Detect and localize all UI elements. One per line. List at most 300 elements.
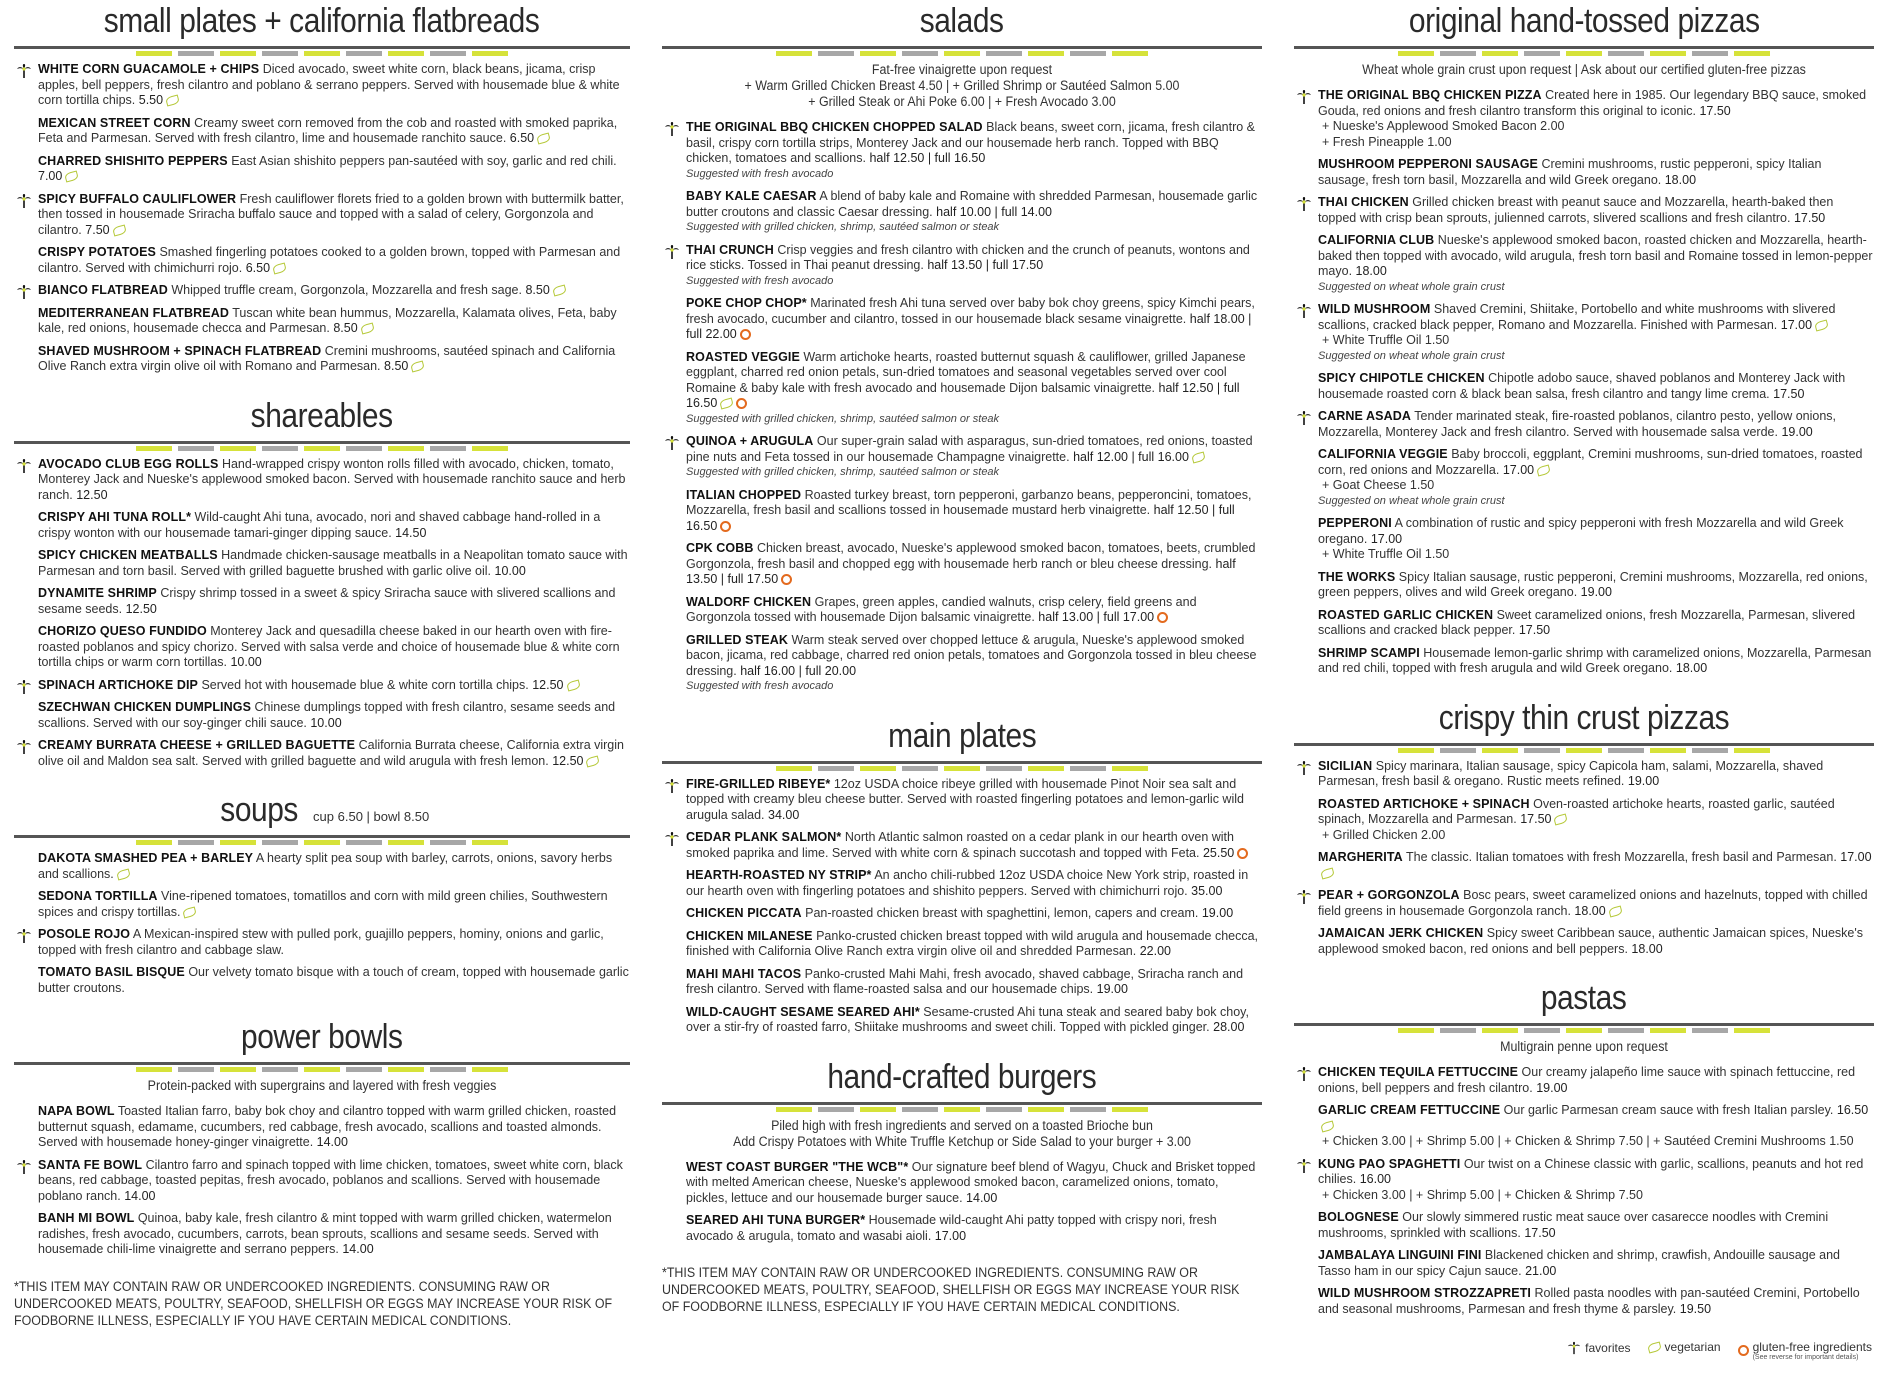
menu-item-name: SHRIMP SCAMPI <box>1318 645 1420 660</box>
menu-item-description: Created here in 1985. Our legendary BBQ sauce, smoked Gouda, red onions and fresh cilantro transform this original to iconic. <box>1318 88 1867 118</box>
menu-item-name: WEST COAST BURGER "THE WCB"* <box>686 1159 909 1174</box>
leaf-icon <box>1814 319 1829 331</box>
leaf-icon <box>566 679 581 691</box>
menu-item-price: 22.00 <box>1139 944 1171 958</box>
leaf-icon <box>64 171 79 183</box>
menu-item-description: Housemade wild-caught Ahi patty topped with crispy nori, fresh avocado & arugula, tomato and wasabi aioli. <box>686 1213 1217 1243</box>
menu-item <box>1294 88 1874 150</box>
legend-vegetarian-label: vegetarian <box>1664 1340 1721 1354</box>
divider-dash <box>1524 51 1560 56</box>
menu-item-suggestion: Suggested with grilled chicken, shrimp, sautéed salmon or steak <box>686 221 1000 233</box>
menu-item-description: Chicken breast, avocado, Nueske's applewood smoked bacon, tomatoes, beets, crumbled Gorgonzola, fresh basil and chopped egg with housemade herb ranch or bleu cheese dressing. <box>686 541 1256 571</box>
section-intro-line: Add Crispy Potatoes with White Truffle Ketchup or Side Salad to your burger + 3.00 <box>733 1133 1191 1149</box>
menu-item <box>1294 1210 1874 1241</box>
legend-gluten-free-sub: (See reverse for important details) <box>1752 1354 1859 1361</box>
menu-item <box>1294 850 1874 881</box>
menu-item <box>14 700 630 731</box>
menu-item-price: half 12.50 | full 16.50 <box>686 380 1240 410</box>
menu-item-description: Black beans, sweet corn, jicama, fresh cilantro & basil, crispy corn tortilla strips, Monterey Jack and our housemade herb ranch. Topped with BBQ chicken, tomatoes and scallions. <box>686 120 1255 165</box>
menu-item-addon: + Fresh Pineapple 1.00 <box>1322 134 1452 149</box>
menu-item-name: SPICY BUFFALO CAULIFLOWER <box>38 191 237 206</box>
menu-item-description: A Mexican-inspired stew with pulled pork, guajillo peppers, hominy, onions and garlic, topped with fresh cilantro and cabbage slaw. <box>38 927 604 957</box>
menu-item-description: Marinated fresh Ahi tuna served over baby bok choy greens, spicy Kimchi pears, fresh avocado, cucumber and cilantro, tossed in our housemade black sesame vinaigrette. <box>686 296 1255 326</box>
menu-item-price: 18.00 <box>1355 264 1387 278</box>
menu-item-name: PEPPERONI <box>1318 516 1392 530</box>
menu-item-price: 16.50 <box>1836 1103 1869 1117</box>
legend-favorites <box>1567 1340 1630 1356</box>
section-divider <box>14 441 630 444</box>
menu-item-addon: + Nueske's Applewood Smoked Bacon 2.00 <box>1322 119 1565 133</box>
menu-item-description: Rolled pasta noodles with pan-sautéed Cremini, Portobello and seasonal mushrooms, Parmesan and fresh thyme & parsley. <box>1318 1286 1860 1316</box>
section-header <box>14 789 630 831</box>
palm-tree-icon <box>1296 760 1312 776</box>
divider-dash <box>944 1107 980 1112</box>
menu-item <box>1294 157 1874 188</box>
menu-item <box>1294 888 1874 919</box>
section-power-bowls <box>14 1016 630 1258</box>
menu-item-description: Our garlic Parmesan cream sauce with fresh Italian parsley. <box>1503 1103 1834 1117</box>
menu-item-description: Warm steak served over chopped lettuce & arugula, Nueske's applewood smoked bacon, jicama, red cabbage, charred red onion petals, tomatoes and Gorgonzola tossed in bleu cheese dressing. <box>686 632 1257 678</box>
menu-item <box>14 245 630 276</box>
menu-item-price: 10.00 <box>230 655 262 669</box>
menu-item-name: CHICKEN TEQUILA FETTUCCINE <box>1318 1065 1519 1079</box>
palm-tree-icon <box>16 284 32 300</box>
menu-item-description: East Asian shishito peppers pan-sautéed with soy, garlic and red chili. <box>231 153 617 168</box>
divider-dash <box>1524 748 1560 753</box>
divider-dash <box>1608 51 1644 56</box>
menu-item <box>662 830 1262 861</box>
divider-dash <box>430 1067 466 1072</box>
divider-dash <box>1608 1028 1644 1033</box>
menu-item-price: 25.50 <box>1202 845 1235 860</box>
section-soups <box>14 789 630 996</box>
divider-dash <box>304 446 340 451</box>
section-divider-accent <box>14 840 630 845</box>
menu-item <box>14 1104 630 1151</box>
menu-item-addon: + Chicken 3.00 | + Shrimp 5.00 | + Chicken & Shrimp 7.50 <box>1322 1187 1643 1202</box>
menu-item <box>1294 608 1874 639</box>
divider-dash <box>1692 51 1728 56</box>
divider-dash <box>1440 51 1476 56</box>
divider-dash <box>262 840 298 845</box>
divider-dash <box>986 1107 1022 1112</box>
menu-item <box>14 965 630 996</box>
legend-gluten-free-label: gluten-free ingredients <box>1752 1340 1872 1354</box>
menu-item <box>1294 1157 1874 1204</box>
section-header <box>14 0 630 42</box>
section-divider-accent <box>1294 1028 1874 1033</box>
divider-dash <box>304 1067 340 1072</box>
palm-tree-icon <box>1296 410 1312 426</box>
leaf-icon <box>165 95 180 107</box>
divider-dash <box>1398 748 1434 753</box>
menu-item-description: Panko-crusted Mahi Mahi, fresh avocado, shaved cabbage, Sriracha ranch and fresh cilantro. Served with flame-roasted salsa and our housemade chips. <box>686 966 1244 996</box>
menu-item-description: Fresh cauliflower florets fried to a golden brown with buttermilk batter, then tossed in housemade Sriracha buffalo sauce and topped with a salad of celery, Gorgonzola and cilantro. <box>38 191 624 237</box>
section-divider-accent <box>1294 51 1874 56</box>
menu-item-price: 17.50 <box>1520 812 1552 826</box>
menu-item <box>1294 233 1874 295</box>
menu-item-price: 18.00 <box>1664 172 1697 187</box>
divider-dash <box>388 1067 424 1072</box>
menu-item <box>662 967 1262 998</box>
divider-dash <box>1112 766 1148 771</box>
menu-item-price: 8.50 <box>525 283 550 297</box>
section-header <box>14 1016 630 1058</box>
menu-item-price: 12.50 <box>76 487 108 502</box>
divider-dash <box>1112 1107 1148 1112</box>
divider-dash <box>472 51 508 56</box>
menu-item-suggestion: Suggested with fresh avocado <box>686 167 834 180</box>
leaf-icon <box>1554 814 1569 826</box>
section-title: shareables <box>251 396 393 435</box>
menu-item <box>662 189 1262 236</box>
divider-dash <box>388 446 424 451</box>
disclaimer-left: *THIS ITEM MAY CONTAIN RAW OR UNDERCOOKED INGREDIENTS. CONSUMING RAW OR UNDERCOOKED MEATS, POULTRY, SEAFOOD, SHELLFISH OR EGGS MAY INCREASE YOUR RISK OF FOODBORNE ILLNESS, ESPECIALLY IF YOU HAVE CERTAIN MEDICAL CONDITIONS. <box>14 1278 613 1328</box>
divider-dash <box>1734 748 1770 753</box>
menu-item-name: SZECHWAN CHICKEN DUMPLINGS <box>38 700 252 714</box>
palm-tree-icon <box>1296 1158 1312 1174</box>
menu-item-name: THAI CRUNCH <box>686 242 774 257</box>
menu-item-price: 17.00 <box>934 1228 967 1243</box>
section-divider <box>1294 46 1874 49</box>
leaf-icon <box>1536 464 1551 476</box>
divider-dash <box>818 1107 854 1112</box>
divider-dash <box>220 1067 256 1072</box>
menu-item-price: 7.00 <box>38 169 63 183</box>
menu-item-name: THE WORKS <box>1318 569 1396 584</box>
menu-item-description: Blackened chicken and shrimp, crawfish, Andouille sausage and Tasso ham in our spicy Cajun sauce. <box>1318 1248 1840 1278</box>
menu-item-description: Spicy Italian sausage, rustic pepperoni, Cremini mushrooms, Mozzarella, red onions, green peppers, olives and wild Greek oregano. <box>1318 569 1868 599</box>
palm-tree-icon <box>16 1159 32 1175</box>
menu-item <box>14 283 630 299</box>
section-title: main plates <box>887 716 1037 755</box>
menu-item-name: CRISPY POTATOES <box>38 245 156 259</box>
menu-item <box>1294 409 1874 440</box>
menu-item-name: BIANCO FLATBREAD <box>38 283 168 297</box>
leaf-icon <box>586 755 601 767</box>
leaf-icon <box>1191 451 1206 463</box>
menu-item <box>14 624 630 671</box>
menu-item-name: SICILIAN <box>1318 758 1373 773</box>
divider-dash <box>220 840 256 845</box>
menu-item-description: Wild-caught Ahi tuna, avocado, nori and shaved cabbage hand-rolled in a crispy wonton with our housemade tamari-ginger dipping sauce. <box>38 510 601 540</box>
section-title: crispy thin crust pizzas <box>1438 698 1730 737</box>
menu-item-price: 34.00 <box>768 807 800 822</box>
leaf-icon <box>1320 1120 1335 1132</box>
divider-dash <box>178 51 214 56</box>
menu-item-price: 8.50 <box>333 321 358 335</box>
menu-item-suggestion: Suggested with grilled chicken, shrimp, sautéed salmon or steak <box>686 466 1000 478</box>
section-divider <box>14 1062 630 1065</box>
section-divider-accent <box>662 51 1262 56</box>
divider-dash <box>178 840 214 845</box>
leaf-icon <box>112 224 127 236</box>
divider-dash <box>818 51 854 56</box>
palm-tree-icon <box>16 193 32 209</box>
palm-tree-icon <box>664 244 680 260</box>
section-intro-line: Fat-free vinaigrette upon request <box>871 62 1053 77</box>
menu-item-description: Handmade chicken-sausage meatballs in a Neapolitan tomato sauce with Parmesan and torn basil. Served with grilled baguette brushed with garlic olive oil. <box>38 548 628 578</box>
menu-item-addon: + White Truffle Oil 1.50 <box>1322 547 1450 561</box>
menu-item-name: SPICY CHIPOTLE CHICKEN <box>1318 371 1485 385</box>
section-divider-accent <box>14 446 630 451</box>
divider-dash <box>1482 51 1518 56</box>
legend-favorites-label: favorites <box>1585 1341 1631 1355</box>
section-title: soups <box>220 791 298 829</box>
section-pastas <box>1294 977 1874 1317</box>
menu-item-description: Chipotle adobo sauce, shaved poblanos and Monterey Jack with housemade roasted corn & black bean salsa, fresh cilantro and tangy lime crema. <box>1318 371 1846 401</box>
menu-item <box>14 1211 630 1258</box>
menu-item-name: THAI CHICKEN <box>1318 195 1409 209</box>
section-hand-tossed-pizzas <box>1294 0 1874 677</box>
menu-item <box>14 851 630 882</box>
menu-item-price: 17.50 <box>1518 623 1551 637</box>
menu-item-name: ROASTED VEGGIE <box>686 349 800 364</box>
menu-item-suggestion: Suggested on wheat whole grain crust <box>1318 280 1505 293</box>
menu-item-price: 17.00 <box>1840 850 1872 864</box>
palm-tree-icon <box>664 435 680 451</box>
menu-item-price: 8.50 <box>384 359 409 373</box>
menu-item-description: Shaved Cremini, Shiitake, Portobello and white mushrooms with slivered scallions, cracked black pepper, Romano and Mozzarella. Finished with Parmesan. <box>1318 302 1836 332</box>
palm-tree-icon <box>16 458 32 474</box>
divider-dash <box>776 766 812 771</box>
section-intro-line: Piled high with fresh ingredients and served on a toasted Brioche bun <box>771 1117 1153 1133</box>
divider-dash <box>1482 748 1518 753</box>
menu-item-name: DAKOTA SMASHED PEA + BARLEY <box>38 851 254 865</box>
menu-item <box>14 62 630 109</box>
menu-item-name: SANTA FE BOWL <box>38 1157 143 1172</box>
menu-item <box>662 1005 1262 1036</box>
menu-item <box>1294 371 1874 402</box>
divider-dash <box>1482 1028 1518 1033</box>
section-intro <box>1317 1039 1851 1055</box>
menu-item-name: WILD-CAUGHT SESAME SEARED AHI* <box>686 1004 920 1019</box>
palm-tree-icon <box>1296 303 1312 319</box>
menu-item-name: JAMAICAN JERK CHICKEN <box>1318 926 1484 940</box>
menu-item <box>14 192 630 239</box>
menu-item-name: GRILLED STEAK <box>686 632 788 647</box>
menu-item <box>14 306 630 337</box>
section-divider <box>662 761 1262 764</box>
section-header <box>14 395 630 437</box>
leaf-icon <box>182 906 197 918</box>
divider-dash <box>1440 1028 1476 1033</box>
divider-dash <box>430 446 466 451</box>
menu-item <box>14 678 630 694</box>
menu-item-addon: + Chicken 3.00 | + Shrimp 5.00 | + Chicken & Shrimp 7.50 | + Sautéed Cremini Mushrooms 1.50 <box>1322 1134 1854 1148</box>
divider-dash <box>1440 748 1476 753</box>
section-thin-crust-pizzas <box>1294 697 1874 958</box>
menu-item-name: MEDITERRANEAN FLATBREAD <box>38 305 229 320</box>
menu-item-description: Spicy marinara, Italian sausage, spicy Capicola ham, salami, Mozzarella, shaved Parmesan, fresh basil & oregano. Rustic meets refined. <box>1318 758 1824 788</box>
menu-item <box>1294 646 1874 677</box>
menu-item-description: Sesame-crusted Ahi tuna steak and seared baby bok choy, over a stir-fry of roasted farro, Shiitake mushrooms and sweet chili. Topped with pickled ginger. <box>686 1004 1249 1034</box>
section-divider <box>1294 1023 1874 1026</box>
divider-dash <box>1524 1028 1560 1033</box>
section-title: hand-crafted burgers <box>827 1057 1097 1096</box>
divider-dash <box>986 766 1022 771</box>
menu-item <box>1294 759 1874 790</box>
menu-item <box>662 1160 1262 1207</box>
menu-item-price: 19.00 <box>1096 982 1128 996</box>
divider-dash <box>472 446 508 451</box>
divider-dash <box>902 766 938 771</box>
menu-item-price: 14.00 <box>342 1242 374 1256</box>
circle-icon <box>720 521 731 532</box>
divider-dash <box>986 51 1022 56</box>
right-column <box>1280 0 1880 1375</box>
menu-item-addon: + White Truffle Oil 1.50 <box>1322 333 1450 347</box>
menu-item-price: 17.50 <box>1773 386 1805 401</box>
divider-dash <box>860 51 896 56</box>
divider-dash <box>262 446 298 451</box>
menu-item <box>14 154 630 185</box>
menu-item-price: 10.00 <box>310 715 342 730</box>
section-title: pastas <box>1541 979 1627 1017</box>
legend <box>1567 1340 1872 1361</box>
divider-dash <box>1112 51 1148 56</box>
leaf-icon <box>410 361 425 373</box>
menu-item-description: Our signature beef blend of Wagyu, Chuck and Brisket topped with melted American cheese, Nueske's applewood smoked bacon, caramelized onions, tomato, pickles, lettuce and our housemade burger sauce. <box>686 1159 1256 1205</box>
menu-item-name: SHAVED MUSHROOM + SPINACH FLATBREAD <box>38 343 322 358</box>
menu-item-description: Nueske's applewood smoked bacon, roasted chicken and Mozzarella, hearth-baked then topped with avocado, wild arugula, fresh torn basil and Romaine tossed in lemon-pepper mayo. <box>1318 233 1873 278</box>
section-divider-accent <box>662 766 1262 771</box>
menu-item-price: 17.00 <box>1780 317 1813 332</box>
menu-item-description: Crisp veggies and fresh cilantro with chicken and the crunch of peanuts, wontons and rice sticks. Tossed in Thai peanut dressing. <box>686 242 1250 272</box>
menu-item <box>662 120 1262 182</box>
palm-tree-icon <box>664 778 680 794</box>
divider-dash <box>1398 51 1434 56</box>
menu-item-description: Chinese dumplings topped with fresh cilantro, sesame seeds and scallions. Served with our soy-ginger chili sauce. <box>38 700 616 730</box>
menu-item-price: half 13.50 | full 17.50 <box>927 258 1044 272</box>
menu-item-name: SEDONA TORTILLA <box>38 889 158 903</box>
circle-icon <box>781 574 792 585</box>
menu-item-name: BANH MI BOWL <box>38 1211 135 1225</box>
menu-item-description: Baby broccoli, eggplant, Cremini mushrooms, sun-dried tomatoes, roasted corn, red onions and Mozzarella. <box>1318 447 1863 477</box>
menu-item-name: CHORIZO QUESO FUNDIDO <box>38 624 207 638</box>
divider-dash <box>1650 51 1686 56</box>
menu-item-name: MARGHERITA <box>1318 850 1403 864</box>
section-header <box>662 0 1262 42</box>
menu-item-name: BOLOGNESE <box>1318 1210 1399 1224</box>
divider-dash <box>902 51 938 56</box>
section-intro-line: + Grilled Steak or Ahi Poke 6.00 | + Fresh Avocado 3.00 <box>808 94 1116 109</box>
divider-dash <box>860 766 896 771</box>
divider-dash <box>388 51 424 56</box>
menu-item-name: TOMATO BASIL BISQUE <box>38 965 185 979</box>
menu-item-name: THE ORIGINAL BBQ CHICKEN CHOPPED SALAD <box>686 120 983 134</box>
legend-gluten-free <box>1735 1340 1872 1361</box>
leaf-icon <box>1320 867 1335 879</box>
section-intro-line: Wheat whole grain crust upon request | Ask about our certified gluten-free pizzas <box>1362 62 1806 77</box>
menu-item <box>1294 195 1874 226</box>
menu-item-suggestion: Suggested with fresh avocado <box>686 680 834 692</box>
divider-dash <box>776 1107 812 1112</box>
menu-item-description: Grapes, green apples, candied walnuts, crisp celery, field greens and Gorgonzola tossed with housemade Dijon balsamic vinaigrette. <box>686 594 1197 624</box>
menu-item-description: Sweet caramelized onions, fresh Mozzarella, Parmesan, slivered scallions and cracked black pepper. <box>1318 607 1856 637</box>
section-small-plates <box>14 0 630 375</box>
menu-item-name: NAPA BOWL <box>38 1104 115 1118</box>
menu-item-description: Our slowly simmered rustic meat sauce over casarecce noodles with Cremini mushrooms, sprinkled with scallions. <box>1318 1210 1829 1240</box>
section-intro-line: Multigrain penne upon request <box>1500 1039 1668 1054</box>
circle-icon <box>1157 612 1168 623</box>
menu-item-description: Grilled chicken breast with peanut sauce and Mozzarella, hearth-baked then topped with crisp bean sprouts, julienned carrots, slivered scallions and fresh cilantro. <box>1318 195 1834 225</box>
menu-item <box>1294 1103 1874 1150</box>
menu-item-price: half 10.00 | full 14.00 <box>936 204 1052 219</box>
menu-item-description: Cremini mushrooms, rustic pepperoni, spicy Italian sausage, fresh torn basil, Mozzarella and wild Greek oregano. <box>1318 157 1822 187</box>
menu-item-name: MAHI MAHI TACOS <box>686 966 802 981</box>
legend-vegetarian <box>1645 1340 1721 1354</box>
menu-item <box>662 434 1262 481</box>
divider-dash <box>136 446 172 451</box>
divider-dash <box>346 1067 382 1072</box>
left-column <box>0 0 640 1375</box>
menu-item-name: ROASTED ARTICHOKE + SPINACH <box>1318 796 1530 811</box>
menu-item-description: Our super-grain salad with asparagus, sun-dried tomatoes, red onions, toasted pine nuts and Feta tossed in our housemade Champagne vinaigrette. <box>686 434 1253 464</box>
divider-dash <box>472 840 508 845</box>
menu-item-description: Cremini mushrooms, sautéed spinach and California Olive Ranch extra virgin olive oil with Romano and Parmesan. <box>38 343 616 373</box>
menu-item <box>662 243 1262 290</box>
menu-item-name: GARLIC CREAM FETTUCCINE <box>1318 1103 1501 1117</box>
divider-dash <box>388 840 424 845</box>
divider-dash <box>136 51 172 56</box>
middle-column <box>648 0 1272 1375</box>
menu-item-price: 12.50 <box>125 601 157 616</box>
menu-item <box>14 1158 630 1205</box>
menu-item-price: half 13.00 | full 17.00 <box>1038 610 1155 624</box>
menu-item-name: BABY KALE CAESAR <box>686 189 817 203</box>
divider-dash <box>304 840 340 845</box>
menu-item-name: MEXICAN STREET CORN <box>38 115 191 130</box>
menu-item-addon: + Grilled Chicken 2.00 <box>1322 827 1446 842</box>
menu-item <box>662 488 1262 535</box>
menu-item-description: California Burrata cheese, California extra virgin olive oil and Maldon sea salt. Served with grilled baguette and wild arugula with fresh lemon. <box>38 738 624 768</box>
menu-item-price: 14.50 <box>395 525 427 540</box>
menu-item-description: Monterey Jack and quesadilla cheese baked in our hearth oven with fire-roasted poblanos and spicy chorizo. Served with salsa verde and choice of housemade blue & white corn tortilla chips or warm corn tortillas. <box>38 624 620 669</box>
menu-item <box>1294 1248 1874 1279</box>
divider-dash <box>1028 766 1064 771</box>
divider-dash <box>262 1067 298 1072</box>
menu-item-price: 28.00 <box>1213 1020 1245 1034</box>
section-divider <box>14 46 630 49</box>
divider-dash <box>304 51 340 56</box>
divider-dash <box>178 1067 214 1072</box>
divider-dash <box>346 446 382 451</box>
menu-item-name: FIRE-GRILLED RIBEYE* <box>686 776 831 791</box>
menu-item-description: Bosc pears, sweet caramelized onions and hazelnuts, topped with chilled field greens in housemade Gorgonzola ranch. <box>1318 888 1868 918</box>
menu-item-price: 19.00 <box>1536 1080 1568 1095</box>
menu-item-name: CHICKEN PICCATA <box>686 906 802 920</box>
leaf-icon <box>536 133 551 145</box>
menu-item-description: An ancho chili-rubbed 12oz USDA choice New York strip, roasted in our hearth oven with fingerling potatoes and shishito peppers. Served with chimichurri rojo. <box>686 868 1249 898</box>
menu-item-suggestion: Suggested with fresh avocado <box>686 274 834 287</box>
menu-item-suggestion: Suggested on wheat whole grain crust <box>1318 494 1505 507</box>
divider-dash <box>1692 1028 1728 1033</box>
menu-item-name: QUINOA + ARUGULA <box>686 434 814 448</box>
circle-icon <box>1738 1345 1749 1356</box>
menu-item-name: CPK COBB <box>686 541 754 555</box>
divider-dash <box>136 840 172 845</box>
menu-item-name: KUNG PAO SPAGHETTI <box>1318 1156 1461 1171</box>
circle-icon <box>736 398 747 409</box>
menu-item-price: 12.50 <box>532 677 564 692</box>
menu-item-description: Our twist on a Chinese classic with garlic, scallions, peanuts and hot red chilies. <box>1318 1156 1864 1186</box>
section-burgers <box>662 1056 1262 1245</box>
menu-item-price: 21.00 <box>1525 1263 1557 1278</box>
section-title: salads <box>920 2 1004 40</box>
menu-item-description: A hearty split pea soup with barley, carrots, onions, savory herbs and scallions. <box>38 851 613 881</box>
menu-item-name: CHARRED SHISHITO PEPPERS <box>38 153 228 168</box>
